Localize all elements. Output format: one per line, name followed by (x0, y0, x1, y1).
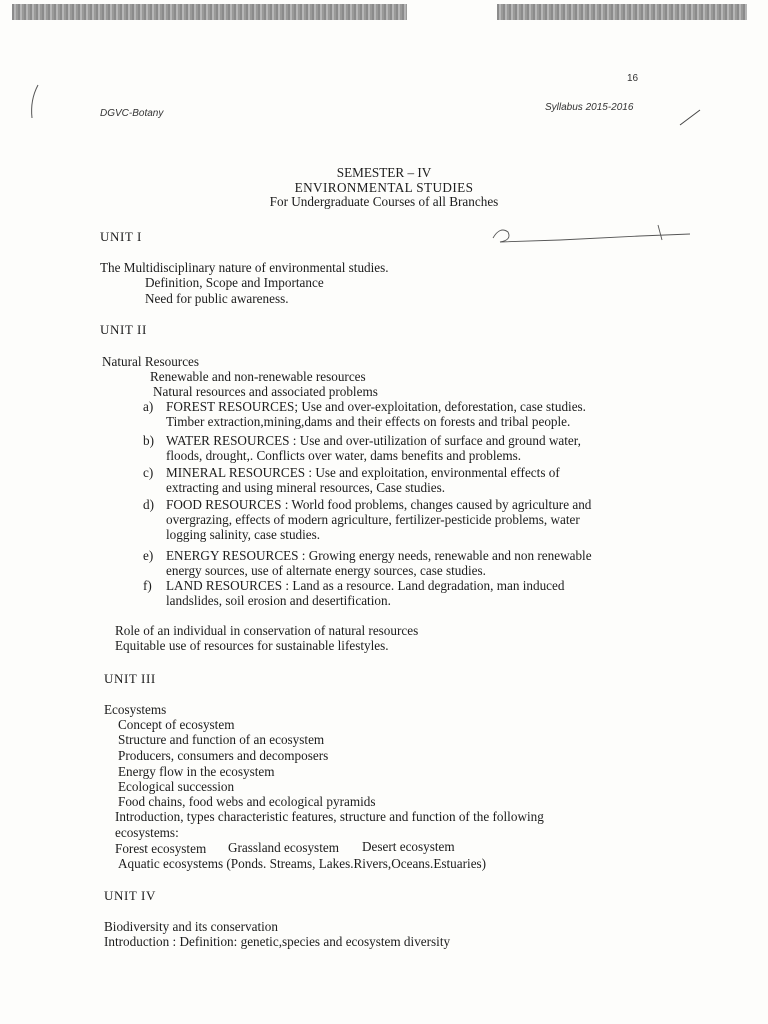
course-subtitle: For Undergraduate Courses of all Branches (269, 194, 499, 209)
item-line: ENERGY RESOURCES : Growing energy needs, renewable and non renewable (166, 548, 592, 563)
unit-4-line: Biodiversity and its conservation (104, 919, 278, 934)
unit-2-closing: Role of an individual in conservation of natural resources (115, 623, 419, 638)
unit-3-line: Ecological succession (118, 779, 235, 794)
item-label: a) (143, 399, 154, 414)
department-label: DGVC-Botany (100, 108, 164, 119)
pen-marks (0, 0, 768, 300)
unit-4-heading: UNIT IV (104, 888, 156, 903)
unit-4-line: Introduction : Definition: genetic,species and ecosystem diversity (104, 934, 451, 949)
item-line: floods, drought,. Conflicts over water, dams benefits and problems. (166, 448, 522, 463)
semester-title: SEMESTER – IV (336, 165, 432, 180)
unit-3-intro-line2: ecosystems: (115, 825, 179, 840)
ecosystem-aquatic: Aquatic ecosystems (Ponds. Streams, Lakes.Rivers,Oceans.Estuaries) (118, 856, 487, 871)
unit-3-intro: Ecosystems (104, 702, 167, 717)
page-number: 16 (627, 73, 639, 84)
unit-3-line: Food chains, food webs and ecological pyramids (118, 794, 376, 809)
unit-2-intro: Natural Resources (102, 354, 200, 369)
item-line: energy sources, use of alternate energy sources, case studies. (166, 563, 486, 578)
item-label: c) (143, 465, 154, 480)
unit-1-line: Definition, Scope and Importance (145, 275, 324, 290)
item-line: FOOD RESOURCES : World food problems, changes caused by agriculture and (166, 497, 592, 512)
unit-3-line: Structure and function of an ecosystem (118, 732, 325, 747)
unit-2-intro: Natural resources and associated problems (153, 384, 378, 399)
unit-1-heading: UNIT I (100, 229, 142, 244)
unit-3-intro-line: Introduction, types characteristic features, structure and function of the following (115, 809, 544, 824)
item-line: overgrazing, effects of modern agriculture, fertilizer-pesticide problems, water (166, 512, 580, 527)
unit-1-line: Need for public awareness. (145, 291, 289, 306)
unit-2-heading: UNIT II (100, 322, 147, 337)
unit-3-heading: UNIT III (104, 671, 156, 686)
unit-1-line: The Multidisciplinary nature of environmental studies. (100, 260, 389, 275)
ecosystem-grassland: Grassland ecosystem (228, 840, 339, 855)
ecosystem-forest: Forest ecosystem (115, 841, 207, 856)
course-title: ENVIRONMENTAL STUDIES (294, 180, 474, 195)
unit-3-line: Concept of ecosystem (118, 717, 235, 732)
ecosystem-desert: Desert ecosystem (362, 839, 455, 854)
unit-2-closing: Equitable use of resources for sustainable lifestyles. (115, 638, 389, 653)
unit-3-line: Producers, consumers and decomposers (118, 748, 329, 763)
item-line: Timber extraction,mining,dams and their effects on forests and tribal people. (166, 414, 571, 429)
unit-2-intro: Renewable and non-renewable resources (150, 369, 366, 384)
item-label: e) (143, 548, 154, 563)
item-label: d) (143, 497, 154, 512)
item-line: LAND RESOURCES : Land as a resource. Land degradation, man induced (166, 578, 565, 593)
item-line: WATER RESOURCES : Use and over-utilization of surface and ground water, (166, 433, 581, 448)
item-line: MINERAL RESOURCES : Use and exploitation, environmental effects of (166, 465, 560, 480)
item-line: landslides, soil erosion and desertification. (166, 593, 391, 608)
item-line: extracting and using mineral resources, Case studies. (166, 480, 446, 495)
item-line: FOREST RESOURCES; Use and over-exploitation, deforestation, case studies. (166, 399, 586, 414)
item-label: f) (143, 578, 152, 593)
unit-3-line: Energy flow in the ecosystem (118, 764, 275, 779)
item-line: logging salinity, case studies. (166, 527, 321, 542)
syllabus-label: Syllabus 2015-2016 (545, 102, 634, 113)
item-label: b) (143, 433, 154, 448)
